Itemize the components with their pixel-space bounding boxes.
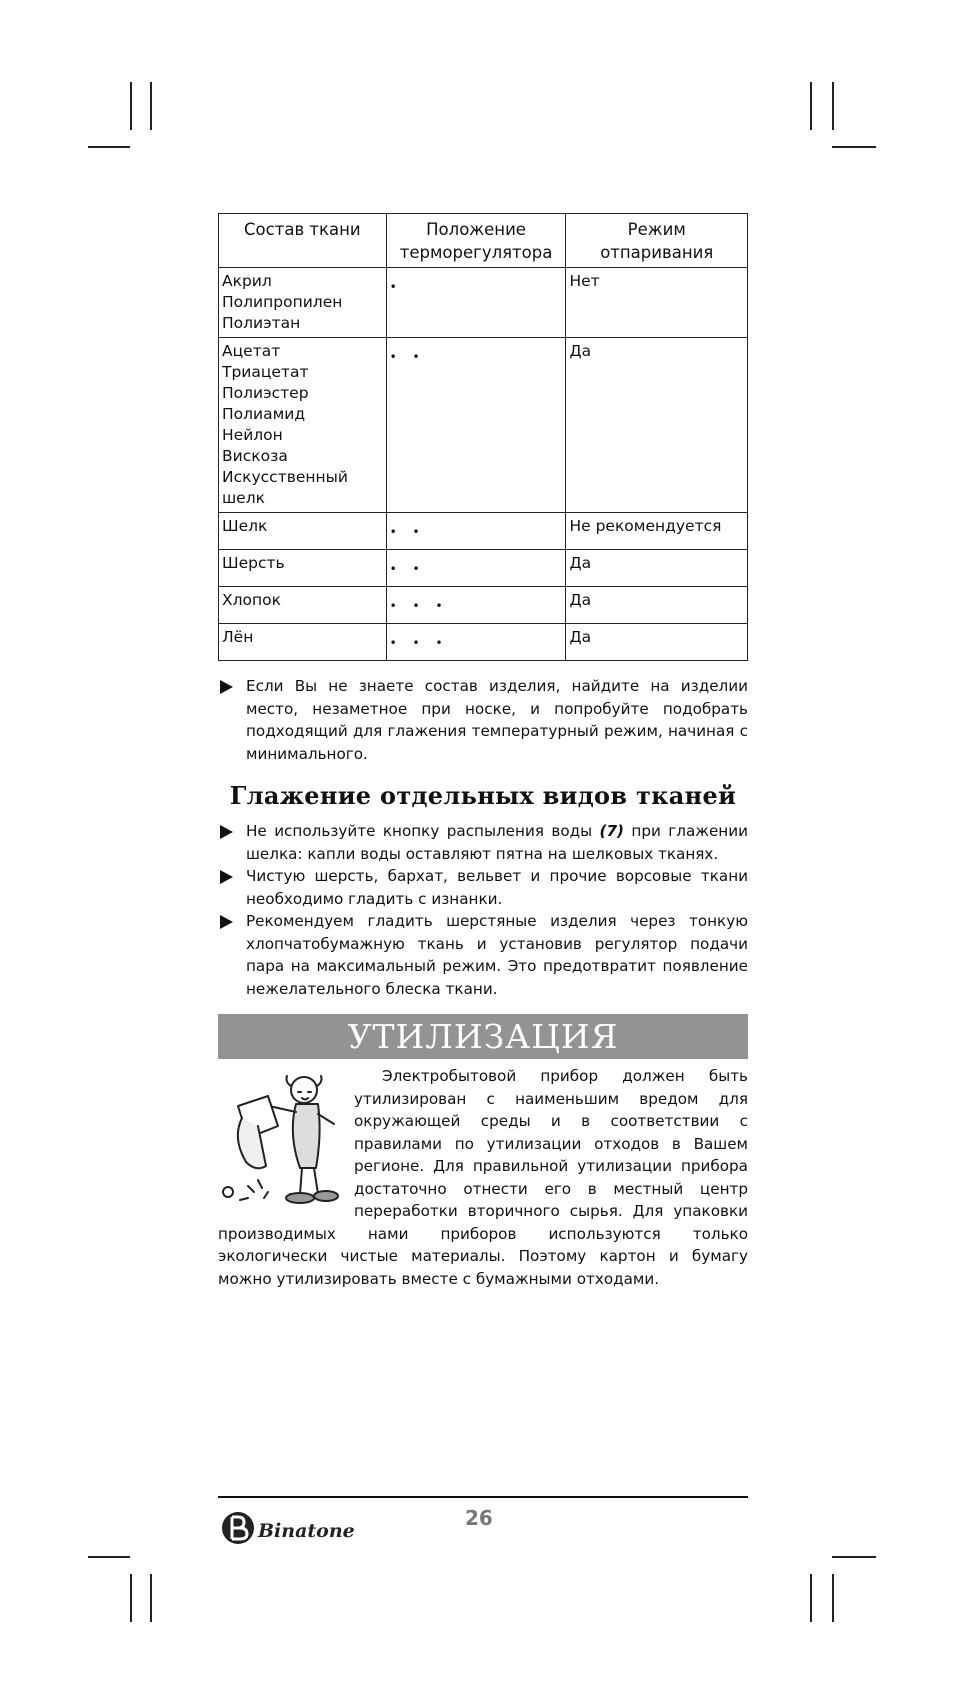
recycling-section <box>218 1065 748 1290</box>
table-row <box>219 587 748 624</box>
steam-cell: Да <box>566 550 748 587</box>
crop-mark <box>832 1556 876 1558</box>
thermostat-dots: • • <box>386 338 566 513</box>
column-header-steam: Режим отпаривания <box>566 214 748 268</box>
part-reference: (7) <box>599 822 624 840</box>
steam-cell: Да <box>566 587 748 624</box>
binatone-logo <box>218 1508 358 1548</box>
fabric-cell: Лён <box>219 624 387 661</box>
section-banner: УТИЛИЗАЦИЯ <box>218 1014 748 1059</box>
crop-mark <box>832 146 876 148</box>
fabric-cell: Шелк <box>219 513 387 550</box>
steam-cell: Не рекомендуется <box>566 513 748 550</box>
crop-mark <box>88 1556 130 1558</box>
thermostat-dots: • • • <box>386 587 566 624</box>
fabric-note-list <box>218 675 748 765</box>
thermostat-dots: • • <box>386 513 566 550</box>
section-title: Глажение отдельных видов тканей <box>229 781 737 810</box>
note-text: Если Вы не знаете состав изделия, найдите на изделии место, незаметное при носке, и попробуйте подобрать подходящий для глажения температурный режим, начиная с минимального. <box>246 677 748 763</box>
steam-cell: Нет <box>566 268 748 338</box>
footer-divider <box>218 1496 748 1498</box>
list-item <box>218 910 748 1000</box>
list-item <box>218 865 748 910</box>
thermostat-dots: • • • <box>386 624 566 661</box>
table-row <box>219 268 748 338</box>
tip-text: при глажении шелка: капли воды оставляют пятна на шелковых тканях. <box>246 822 748 863</box>
page-number: 26 <box>465 1506 493 1530</box>
fabric-cell: Шерсть <box>219 550 387 587</box>
recycling-text: Электробытовой прибор должен быть утилизирован с наименьшим вредом для окружающей среды и в соответствии с правилами по утилизации отходов в Вашем регионе. Для правильной утилизации прибора достаточно отнести его в местный центр переработки вторичного сырья. Для упаковки производимых нами приборов используются только экологически чистые материалы. Поэтому картон и бумагу можно утилизировать вместе с бумажными отходами. <box>218 1067 748 1288</box>
crop-mark <box>130 82 132 130</box>
fabric-cell: Акрил Полипропилен Полиэтан <box>219 268 387 338</box>
list-item <box>218 675 748 765</box>
crop-mark <box>832 82 834 130</box>
page-content <box>218 213 748 1290</box>
right-triangle-bullet-icon <box>220 680 233 694</box>
tip-text: Рекомендуем гладить шерстяные изделия через тонкую хлопчатобумажную ткань и установив регулятор подачи пара на максимальный режим. Это предотвратит появление нежелательного блеска ткани. <box>246 912 748 998</box>
steam-cell: Да <box>566 624 748 661</box>
steam-cell: Да <box>566 338 748 513</box>
ironing-tips-list <box>218 820 748 1000</box>
crop-mark <box>150 1574 152 1622</box>
crop-mark <box>810 82 812 130</box>
crop-mark <box>150 82 152 130</box>
table-row <box>219 624 748 661</box>
crop-mark <box>832 1574 834 1622</box>
tip-text: Чистую шерсть, бархат, вельвет и прочие ворсовые ткани необходимо гладить с изнанки. <box>246 867 748 908</box>
thermostat-dots: • • <box>386 550 566 587</box>
right-triangle-bullet-icon <box>220 825 233 839</box>
table-header-row <box>219 214 748 268</box>
table-row <box>219 513 748 550</box>
list-item <box>218 820 748 865</box>
table-row <box>219 550 748 587</box>
crop-mark <box>130 1574 132 1622</box>
column-header-thermostat: Положение терморегулятора <box>386 214 566 268</box>
tip-text: Не используйте кнопку распыления воды <box>246 822 600 840</box>
column-header-fabric: Состав ткани <box>219 214 387 268</box>
thermostat-dots: • <box>386 268 566 338</box>
fabric-cell: Хлопок <box>219 587 387 624</box>
fabric-cell: Ацетат Триацетат Полиэстер Полиамид Нейлон Вискоза Искусственный шелк <box>219 338 387 513</box>
right-triangle-bullet-icon <box>220 915 233 929</box>
recycling-man-illustration <box>218 1068 346 1216</box>
table-row <box>219 338 748 513</box>
brand-name: Binatone <box>258 1520 355 1542</box>
fabric-table <box>218 213 748 661</box>
right-triangle-bullet-icon <box>220 870 233 884</box>
crop-mark <box>810 1574 812 1622</box>
crop-mark <box>88 146 130 148</box>
